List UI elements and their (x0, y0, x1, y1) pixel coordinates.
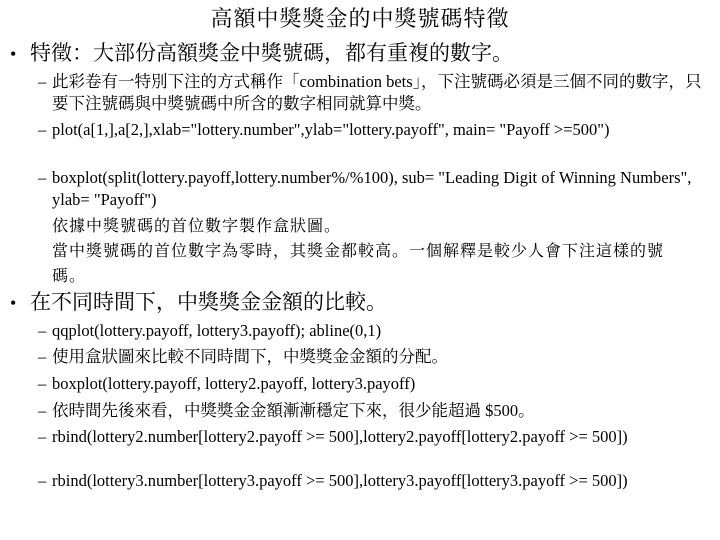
sub-1-3-text: boxplot(split(lottery.payoff,lottery.number%/%100), sub= "Leading Digit of Winning Numbers", ylab= "Payoff") (52, 168, 692, 209)
dash-icon: – (38, 168, 47, 187)
bullet-icon: • (10, 293, 17, 313)
dash-icon: – (38, 401, 47, 420)
paragraph-2: 當中獎號碼的首位數字為零時，其獎金都較高。一個解釋是較少人會下注這樣的號碼。 (52, 243, 665, 285)
paragraph-1: 依據中獎號碼的首位數字製作盒狀圖。 (52, 218, 342, 235)
sub-2-2 (38, 346, 714, 368)
sub-2-6-text: rbind(lottery3.number[lottery3.payoff >= 500],lottery3.payoff[lottery3.payoff >= 500]) (52, 471, 628, 490)
dash-icon: – (38, 347, 47, 366)
sub-2-1-text: qqplot(lottery.payoff, lottery3.payoff); abline(0,1) (52, 321, 382, 340)
sub-1-2 (38, 119, 714, 141)
dash-icon: – (38, 321, 47, 340)
sub-2-4-text: 依時間先後來看，中獎獎金金額漸漸穩定下來，很少能超過 $500。 (52, 401, 535, 420)
bullet-1 (10, 40, 710, 67)
dash-icon: – (38, 120, 47, 139)
slide-title: 高額中獎獎金的中獎號碼特徵 (210, 6, 510, 31)
sub-1-2-text: plot(a[1,],a[2,],xlab="lottery.number",ylab="lottery.payoff", main= "Payoff >=500") (52, 120, 610, 139)
sub-1-3 (38, 167, 714, 211)
bullet-2-text: 在不同時間下，中獎獎金金額的比較。 (30, 290, 387, 314)
dash-icon: – (38, 471, 47, 490)
sub-2-2-text: 使用盒狀圖來比較不同時間下，中獎獎金金額的分配。 (52, 347, 448, 366)
bullet-1-text: 特徵：大部份高額獎金中獎號碼，都有重複的數字。 (30, 41, 513, 65)
bullet-icon: • (10, 44, 17, 64)
bullet-2 (10, 289, 710, 316)
sub-2-1 (38, 320, 714, 342)
sub-2-5-text: rbind(lottery2.number[lottery2.payoff >= 500],lottery2.payoff[lottery2.payoff >= 500]) (52, 427, 628, 446)
dash-icon: – (38, 427, 47, 446)
sub-2-6 (38, 470, 714, 492)
dash-icon: – (38, 72, 47, 91)
dash-icon: – (38, 374, 47, 393)
sub-2-4 (38, 400, 714, 422)
sub-2-5 (38, 426, 714, 448)
sub-1-1 (38, 71, 714, 115)
sub-1-1-text: 此彩卷有一特別下注的方式稱作「combination bets」，下注號碼必須是三個不同的數字，只要下注號碼與中獎號碼中所含的數字相同就算中獎。 (52, 72, 702, 113)
sub-2-3-text: boxplot(lottery.payoff, lottery2.payoff, lottery3.payoff) (52, 374, 416, 393)
sub-2-3 (38, 373, 714, 395)
